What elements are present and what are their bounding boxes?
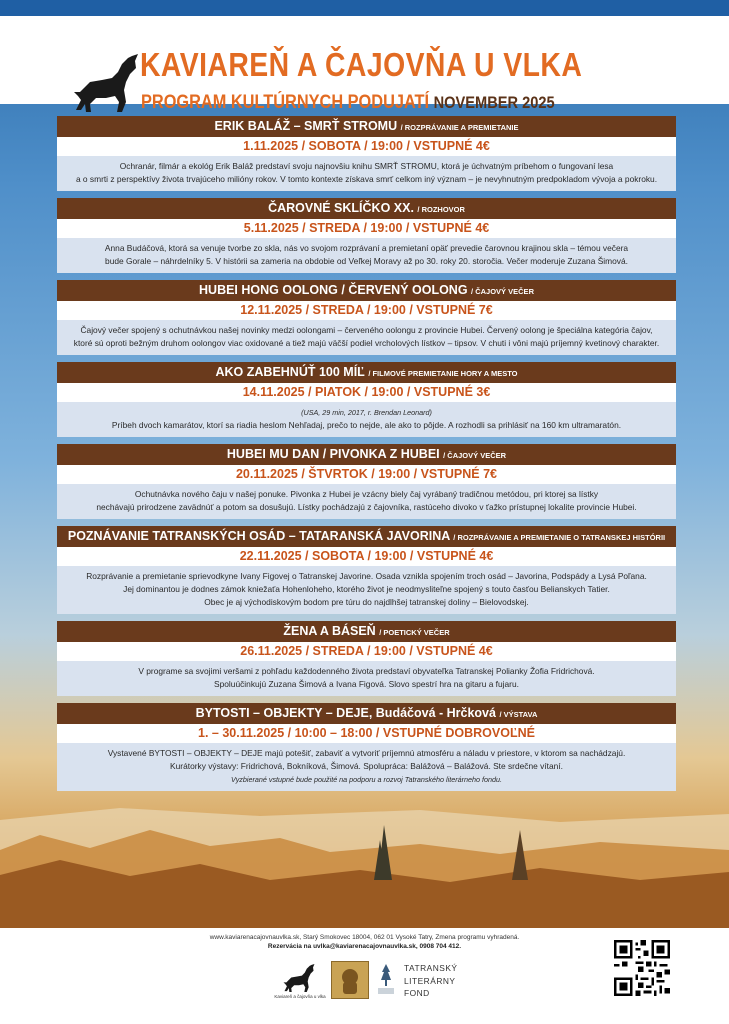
event-tag: / VÝSTAVA (499, 710, 538, 719)
event-card (57, 621, 676, 696)
film-info-note: (USA, 29 min, 2017, r. Brendan Leonard) (301, 408, 432, 417)
autumn-forest-landscape (0, 780, 729, 930)
literary-fund-logo (404, 962, 458, 1000)
event-title-bar (57, 362, 676, 383)
event-title: ŽENA A BÁSEŇ (283, 624, 376, 638)
top-stripe (0, 0, 729, 16)
event-date: 12.11.2025 / STREDA / 19:00 / VSTUPNÉ 7€ (57, 301, 676, 320)
event-date: 5.11.2025 / STREDA / 19:00 / VSTUPNÉ 4€ (57, 219, 676, 238)
event-card (57, 280, 676, 355)
event-card (57, 444, 676, 519)
description-line: V programe sa svojimi veršami z pohľadu každodenného života predstaví obyvateľka Tatranskej Polianky Žofia Fridrichová. (138, 666, 595, 676)
bear-emblem-logo (331, 961, 369, 999)
description-line: Čajový večer spojený s ochutnávkou našej novinky medzi oolongami – červeného oolongu z provincie Hubei. Červený oolong je špeciálna kategória čajov, (80, 325, 653, 335)
footer (0, 928, 729, 1024)
footer-address: www.kaviarenacajovnauvlka.sk, Starý Smokovec 18004, 062 01 Vysoké Tatry, Zmena programu vyhradená. (209, 934, 520, 941)
subtitle-text: PROGRAM KULTÚRNYCH PODUJATÍ (141, 92, 430, 113)
cafe-logo-caption: Kaviareň a čajovňa u vlka (274, 994, 326, 999)
event-title-bar (57, 621, 676, 642)
event-description (57, 156, 676, 191)
event-title-bar (57, 116, 676, 137)
description-line: Anna Budáčová, ktorá sa venuje tvorbe zo skla, nás vo svojom rozprávaní a premietaní opäť prevedie čarovnou krajinou skla – témou večera (104, 243, 629, 253)
event-date: 20.11.2025 / ŠTVRTOK / 19:00 / VSTUPNÉ 7€ (57, 465, 676, 484)
footer-reservation: Rezervácia na uvlka@kaviarenacajovnauvlka.sk, 0908 704 412. (267, 943, 462, 950)
fund-line: LITERÁRNY (404, 975, 456, 986)
event-description (57, 320, 676, 355)
event-card (57, 703, 676, 791)
cafe-wolf-logo-icon (280, 963, 318, 993)
event-description (57, 661, 676, 696)
bear-icon (332, 962, 368, 998)
event-title-bar (57, 526, 676, 547)
description-line: Obec je aj východiskovým bodom pre túru do najdlhšej tatranskej doliny – Bielovodskej. (204, 597, 529, 607)
description-line: bude Gorale – náhrdelníky 5. V histórii sa zameria na obdobie od Veľkej Moravy až po 30. roky 20. storočia. Večer moderuje Zuzana Šimová. (105, 256, 628, 266)
event-card (57, 362, 676, 437)
event-card (57, 526, 676, 614)
event-date: 22.11.2025 / SOBOTA / 19:00 / VSTUPNÉ 4€ (57, 547, 676, 566)
program-subtitle (141, 92, 555, 114)
description-line: a o smrti z perspektívy života trvajúceho milióny rokov. V tomto kontexte získava smrť celkom iný význam – je nevyhnutným predpokladom vývoja a pokroku. (75, 174, 658, 184)
event-date: 26.11.2025 / STREDA / 19:00 / VSTUPNÉ 4€ (57, 642, 676, 661)
event-title: POZNÁVANIE TATRANSKÝCH OSÁD – TATARANSKÁ JAVORINA (67, 529, 450, 543)
description-line: Príbeh dvoch kamarátov, ktorí sa riadia heslom Nehľadaj, prečo to nejde, ale ako to pôjde. A rozhodli sa prihlásiť na 160 km ultramaratón. (111, 420, 622, 430)
donation-note: Vyzbierané vstupné bude použité na podporu a rozvoj Tatranského literárneho fondu. (231, 775, 502, 784)
description-line: ktoré sú oproti bežným druhom oolongov viac oxidované a tiež majú väčší podiel vrcholových lístkov – tipsov. V chuti i vôni majú príjemný kvetinový charakter. (73, 338, 660, 348)
event-tag: / ROZPRÁVANIE A PREMIETANIE (400, 123, 519, 132)
description-line: Kurátorky výstavy: Fridrichová, Bokníková, Šimová. Spolupráca: Balážová – Balážová. Ste srdečne vítaní. (170, 761, 563, 771)
event-title-bar (57, 444, 676, 465)
event-title-bar (57, 703, 676, 724)
event-tag: / ČAJOVÝ VEČER (443, 451, 507, 460)
qr-code[interactable] (614, 940, 670, 996)
description-line: Vystavené BYTOSTI – OBJEKTY – DEJE majú potešiť, zabaviť a vytvoriť príjemnú atmosféru a náladu v priestore, v ktorom sa nachádzajú. (107, 748, 626, 758)
event-description (57, 238, 676, 273)
event-tag: / FILMOVÉ PREMIETANIE HORY A MESTO (368, 369, 518, 378)
event-date: 1. – 30.11.2025 / 10:00 – 18:00 / VSTUPNÉ DOBROVOĽNÉ (57, 724, 676, 743)
event-title: ČAROVNÉ SKLÍČKO XX. (268, 201, 414, 215)
fund-line: FOND (404, 988, 430, 998)
poster-header (0, 16, 729, 113)
description-line: Ochranár, filmár a ekológ Erik Baláž predstaví svoju najnovšiu knihu SMRŤ STROMU, ktorá je úchvatným príbehom o fungovaní lesa (119, 161, 614, 171)
event-tag: / ROZHOVOR (417, 205, 465, 214)
description-line: Spoluúčinkujú Zuzana Šimová a Ivana Figová. Slovo spestrí hra na gitaru a fujaru. (214, 679, 519, 689)
event-tag: / ROZPRÁVANIE A PREMIETANIE O TATRANSKEJ HISTÓRII (453, 533, 666, 542)
event-date: 14.11.2025 / PIATOK / 19:00 / VSTUPNÉ 3€ (57, 383, 676, 402)
event-card (57, 198, 676, 273)
event-title: HUBEI MU DAN / PIVONKA Z HUBEI (226, 447, 440, 461)
event-title: AKO ZABEHNÚŤ 100 MÍĽ (215, 365, 365, 379)
event-date: 1.11.2025 / SOBOTA / 19:00 / VSTUPNÉ 4€ (57, 137, 676, 156)
event-tag: / POETICKÝ VEČER (379, 628, 450, 637)
event-list (57, 116, 676, 798)
event-description (57, 484, 676, 519)
howling-wolf-logo (72, 52, 140, 114)
description-line: Rozprávanie a premietanie sprievodkyne Ivany Figovej o Tatranskej Javorine. Osada vznikla spojením troch osád – Javorina, Podspády a Lysá Poľana. (86, 571, 647, 581)
event-card (57, 116, 676, 191)
event-title-bar (57, 280, 676, 301)
description-line: Ochutnávka nového čaju v našej ponuke. Pivonka z Hubei je vzácny biely čaj vyrábaný tradičnou metódou, pri ktorej sa lístky (134, 489, 599, 499)
fund-line: TATRANSKÝ (404, 963, 458, 973)
event-description (57, 402, 676, 437)
event-description (57, 566, 676, 614)
event-title-bar (57, 198, 676, 219)
description-line: nechávajú prirodzene zavädnúť a potom sa dosušujú. Lístky pochádzajú z čajovníka, rastúceho divoko v ťažko prístupnej lokalite provincie Hubei. (96, 502, 637, 512)
event-title: HUBEI HONG OOLONG / ČERVENÝ OOLONG (199, 283, 468, 297)
event-title: BYTOSTI – OBJEKTY – DEJE, Budáčová - Hrčková (195, 706, 496, 720)
event-tag: / ČAJOVÝ VEČER (471, 287, 534, 296)
description-line: Jej dominantou je dodnes zámok kniežaťa Hohenloheho, ktorého život je neodmysliteľne spojený s touto časťou Belianskych Tatier. (123, 584, 610, 594)
event-title: ERIK BALÁŽ – SMRŤ STROMU (214, 119, 398, 133)
society-emblem-icon (376, 962, 396, 996)
page-title: KAVIAREŇ A ČAJOVŇA U VLKA (140, 46, 583, 83)
month-label: NOVEMBER 2025 (433, 93, 555, 112)
